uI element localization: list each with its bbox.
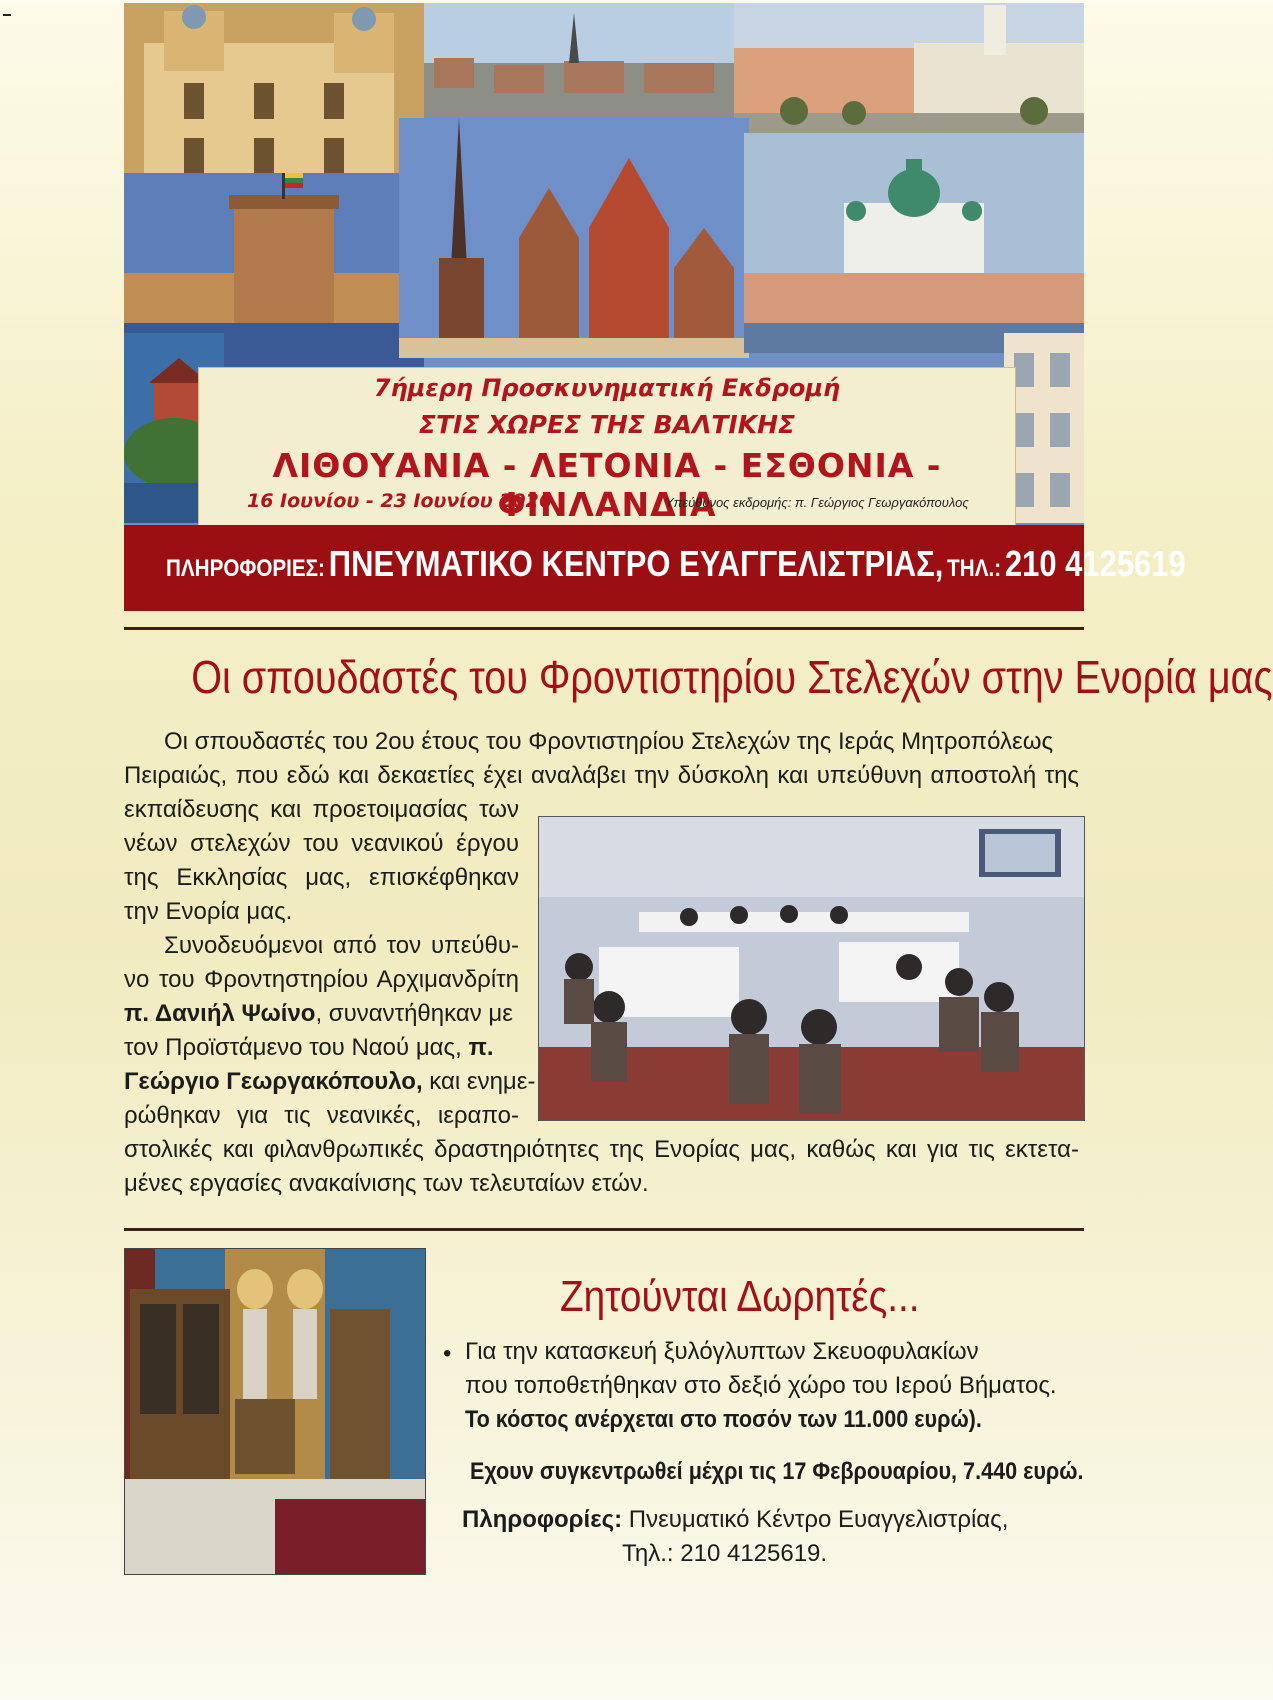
trip-banner: [124, 3, 1186, 611]
donors-title: Ζητούνται Δωρητές...: [560, 1272, 920, 1321]
article-text: και ενημε-: [422, 1068, 536, 1095]
article-line: εκπαίδευσης και προετοιμασίας των: [124, 796, 519, 823]
info-place: ΠΝΕΥΜΑΤΙΚΟ ΚΕΝΤΡΟ ΕΥΑΓΓΕΛΙΣΤΡΙΑΣ,: [328, 543, 944, 584]
trip-countries: ΛΙΘΟΥΑΝΙΑ - ΛΕΤΟΝΙΑ - ΕΣΘΟΝΙΑ - ΦΙΝΛΑΝΔΙΑ: [272, 446, 942, 524]
article-line: νο του Φροντηστηρίου Αρχιμανδρίτη: [124, 966, 519, 993]
donors-cost: Το κόστος ανέρχεται στο ποσόν των 11.000 ευρώ).: [465, 1406, 982, 1433]
bullet-icon: •: [443, 1340, 452, 1367]
trip-duration-title: 7ήμερη Προσκυνηματική Εκδρομή: [373, 374, 841, 402]
trip-dates: 16 Ιουνίου - 23 Ιουνίου 2026: [247, 490, 553, 512]
article-line: [124, 1065, 536, 1099]
article-text: τον Προϊστάμενο του Ναού μας,: [124, 1034, 462, 1061]
bold-name: π.: [468, 1034, 494, 1061]
article-line: ρώθηκαν για τις νεανικές, ιεραπο-: [124, 1102, 519, 1129]
riga-house-photo: [399, 118, 749, 358]
info-label: ΠΛΗΡΟΦΟΡΙΕΣ:: [166, 555, 325, 582]
donors-line: Για την κατασκευή ξυλόγλυπτων Σκευοφυλακίων: [465, 1338, 979, 1365]
church-photo: [124, 3, 424, 193]
trip-info-box: [198, 367, 1016, 527]
donors-tel: Τηλ.: 210 4125619.: [622, 1540, 828, 1567]
article-line: της Εκκλησίας μας, επισκέφθηκαν: [124, 864, 519, 891]
meeting-photo: [538, 816, 1085, 1121]
sacristy-cabinets-photo: [124, 1248, 426, 1575]
town-square-photo: [734, 3, 1084, 153]
corner-mark: [3, 14, 11, 16]
article-line: στολικές και φιλανθρωπικές δραστηριότητες της Ενορίας μας, καθώς και για τις εκτετα-: [124, 1136, 1079, 1163]
bold-name: π. Δανιήλ Ψωίνο: [124, 1000, 316, 1027]
donors-line: που τοποθετήθηκαν στο δεξιό χώρο του Ιερού Βήματος.: [465, 1372, 1057, 1399]
article-line: Πειραιώς, που εδώ και δεκαετίες έχει αναλάβει την δύσκολη και υπεύθυνη αποστολή της: [124, 762, 1079, 789]
trip-region-title: ΣΤΙΣ ΧΩΡΕΣ ΤΗΣ ΒΑΛΤΙΚΗΣ: [418, 410, 796, 439]
article-line: [124, 1031, 519, 1065]
divider-1: [124, 627, 1084, 630]
info-band: [124, 525, 1186, 611]
facade-photo: [1004, 333, 1084, 523]
bold-name: Γεώργιο Γεωργακόπουλο,: [124, 1068, 423, 1095]
donors-collected: Εχουν συγκεντρωθεί μέχρι τις 17 Φεβρουαρίου, 7.440 ευρώ.: [470, 1458, 1084, 1485]
article-text: , συναντήθηκαν με: [315, 1000, 513, 1027]
divider-2: [124, 1228, 1084, 1231]
donors-info-label: Πληροφορίες:: [462, 1506, 623, 1533]
article-title: Οι σπουδαστές του Φροντιστηρίου Στελεχών στην Ενορία μας: [191, 651, 1273, 703]
donors-info: [462, 1506, 1008, 1534]
article-line: μένες εργασίες ανακαίνισης των τελευταίων ετών.: [124, 1170, 649, 1197]
article-end: [124, 1133, 1079, 1201]
trip-responsible: Υπεύθυνος εκδρομής: π. Γεώργιος Γεωργακόπουλος: [665, 495, 969, 510]
donors-info-text: Πνευματικό Κέντρο Ευαγγελιστρίας,: [622, 1506, 1009, 1533]
info-band-text: [166, 543, 1186, 585]
article-line: [124, 997, 519, 1031]
info-tel: 210 4125619: [1004, 543, 1186, 584]
article-line: Συνοδευόμενοι από τον υπεύθυ-: [164, 932, 519, 959]
article-line: νέων στελεχών του νεανικού έργου: [124, 830, 519, 857]
info-tel-label: ΤΗΛ.:: [947, 555, 1002, 582]
article-line: την Ενορία μας.: [124, 898, 293, 925]
city-panorama-photo: [424, 3, 734, 123]
article-intro: [124, 725, 1079, 793]
cathedral-photo: [744, 133, 1084, 353]
article-left-column: [124, 793, 536, 1133]
article-line: Οι σπουδαστές του 2ου έτους του Φροντιστηρίου Στελεχών της Ιεράς Μητροπόλεως: [164, 728, 1054, 755]
